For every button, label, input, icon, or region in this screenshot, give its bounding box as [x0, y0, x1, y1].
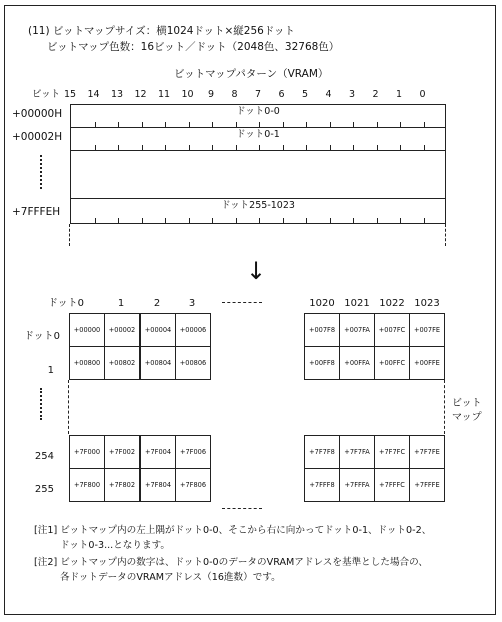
address-cell: +7F002	[104, 435, 140, 469]
bit-number: 9	[207, 89, 215, 100]
left-continuation-line	[69, 224, 70, 246]
row-header-255: 255	[34, 484, 54, 495]
bit-divider-tick	[236, 218, 237, 223]
address-cell: +7F800	[69, 468, 105, 502]
side-label-map: マップ	[452, 412, 482, 423]
address-cell: +00806	[175, 346, 211, 380]
grid-left-dashed	[68, 380, 69, 434]
vertical-ellipsis-grid	[40, 388, 42, 420]
row-header-0: ドット0	[24, 331, 60, 342]
column-header: 1021	[344, 298, 370, 309]
address-cell: +007FC	[374, 313, 410, 347]
bit-divider-tick	[424, 218, 425, 223]
bit-number: 3	[348, 89, 356, 100]
note-1-line-1: [注1] ビットマップ内の左上隅がドット0-0、そこから右に向かってドット0-1、ドット0-2、	[34, 525, 432, 536]
bit-number: 11	[157, 89, 171, 100]
address-label-0: +00000H	[12, 108, 63, 120]
address-cell: +7F7FC	[374, 435, 410, 469]
bit-number: 5	[301, 89, 309, 100]
address-cell: +7F802	[104, 468, 140, 502]
vertical-ellipsis-top	[40, 155, 42, 189]
register-label: ドット255-1023	[221, 200, 295, 211]
register-label: ドット0-0	[236, 106, 280, 117]
address-cell: +00FFC	[374, 346, 410, 380]
bit-number: 7	[254, 89, 262, 100]
register-dot-0-1	[70, 127, 446, 151]
bit-divider-tick	[400, 218, 401, 223]
address-cell: +007FE	[409, 313, 445, 347]
address-cell: +7F000	[69, 435, 105, 469]
bit-divider-tick	[306, 218, 307, 223]
bottom-horizontal-ellipsis	[222, 508, 262, 509]
address-cell: +00FF8	[304, 346, 340, 380]
register-gap-area	[70, 150, 446, 199]
column-header: 3	[188, 298, 196, 309]
address-cell: +00006	[175, 313, 211, 347]
address-label-last: +7FFFEH	[12, 206, 61, 218]
address-cell: +7FFFC	[374, 468, 410, 502]
address-label-1: +00002H	[12, 131, 63, 143]
row-header-254: 254	[34, 451, 54, 462]
bit-number: 8	[231, 89, 238, 100]
bit-divider-tick	[189, 218, 190, 223]
address-cell: +00FFA	[339, 346, 375, 380]
top-horizontal-ellipsis	[222, 302, 262, 303]
bit-number: 0	[419, 89, 426, 100]
column-header-dot0: ドット0	[48, 298, 84, 309]
address-cell: +7F004	[140, 435, 176, 469]
vram-pattern-title: ビットマップパターン（VRAM）	[174, 68, 329, 80]
address-cell: +00004	[140, 313, 176, 347]
address-cell: +00802	[104, 346, 140, 380]
register-dot-255-1023	[70, 198, 446, 224]
bit-number: 2	[372, 89, 379, 100]
note-2-line-2: 各ドットデータのVRAMアドレス（16進数）です。	[60, 572, 281, 583]
bit-number: 12	[134, 89, 147, 100]
right-continuation-line	[445, 224, 446, 246]
bit-divider-tick	[377, 218, 378, 223]
bit-number: 4	[325, 89, 332, 100]
address-cell: +7F006	[175, 435, 211, 469]
bit-divider-tick	[212, 218, 213, 223]
bitmap-color-line: ビットマップ色数：16ビット／ドット（2048色、32768色）	[47, 41, 340, 53]
note-1-line-2: ドット0-3...となります。	[60, 540, 171, 551]
bit-number: 15	[63, 89, 77, 100]
bit-number: 6	[278, 89, 285, 100]
address-cell: +007FA	[339, 313, 375, 347]
address-cell: +00800	[69, 346, 105, 380]
register-label: ドット0-1	[236, 129, 280, 140]
bit-number: 14	[87, 89, 100, 100]
bit-divider-tick	[353, 218, 354, 223]
bit-number: 13	[110, 89, 124, 100]
address-cell: +7F806	[175, 468, 211, 502]
bit-divider-tick	[165, 218, 166, 223]
bit-number: 10	[181, 89, 194, 100]
bit-divider-tick	[142, 218, 143, 223]
bit-divider-tick	[95, 218, 96, 223]
address-cell: +00000	[69, 313, 105, 347]
bit-divider-tick	[283, 218, 284, 223]
address-cell: +7F7F8	[304, 435, 340, 469]
column-header: 1023	[414, 298, 440, 309]
side-label-bit: ビット	[452, 398, 482, 409]
address-cell: +7FFFA	[339, 468, 375, 502]
column-header: 1	[117, 298, 125, 309]
address-cell: +7F804	[140, 468, 176, 502]
bit-divider-tick	[330, 218, 331, 223]
column-header: 1020	[309, 298, 335, 309]
down-arrow-icon: ↓	[246, 257, 267, 285]
column-header: 1022	[379, 298, 405, 309]
address-cell: +7FFF8	[304, 468, 340, 502]
grid-right-dashed	[444, 380, 445, 434]
address-cell: +7FFFE	[409, 468, 445, 502]
address-cell: +00002	[104, 313, 140, 347]
address-cell: +7F7FE	[409, 435, 445, 469]
column-header: 2	[153, 298, 161, 309]
address-cell: +00FFE	[409, 346, 445, 380]
note-2-line-1: [注2] ビットマップ内の数字は、ドット0-0のデータのVRAMアドレスを基準とした場合の、	[34, 557, 428, 568]
row-header-1: 1	[47, 365, 54, 376]
bit-divider-tick	[259, 218, 260, 223]
address-cell: +007F8	[304, 313, 340, 347]
address-cell: +00804	[140, 346, 176, 380]
address-cell: +7F7FA	[339, 435, 375, 469]
bit-number: 1	[395, 89, 403, 100]
bit-divider-tick	[118, 218, 119, 223]
register-dot-0-0	[70, 104, 446, 128]
bit-label: ビット	[32, 89, 61, 100]
bitmap-size-line: (11) ビットマップサイズ：横1024ドット×縦256ドット	[28, 25, 295, 37]
